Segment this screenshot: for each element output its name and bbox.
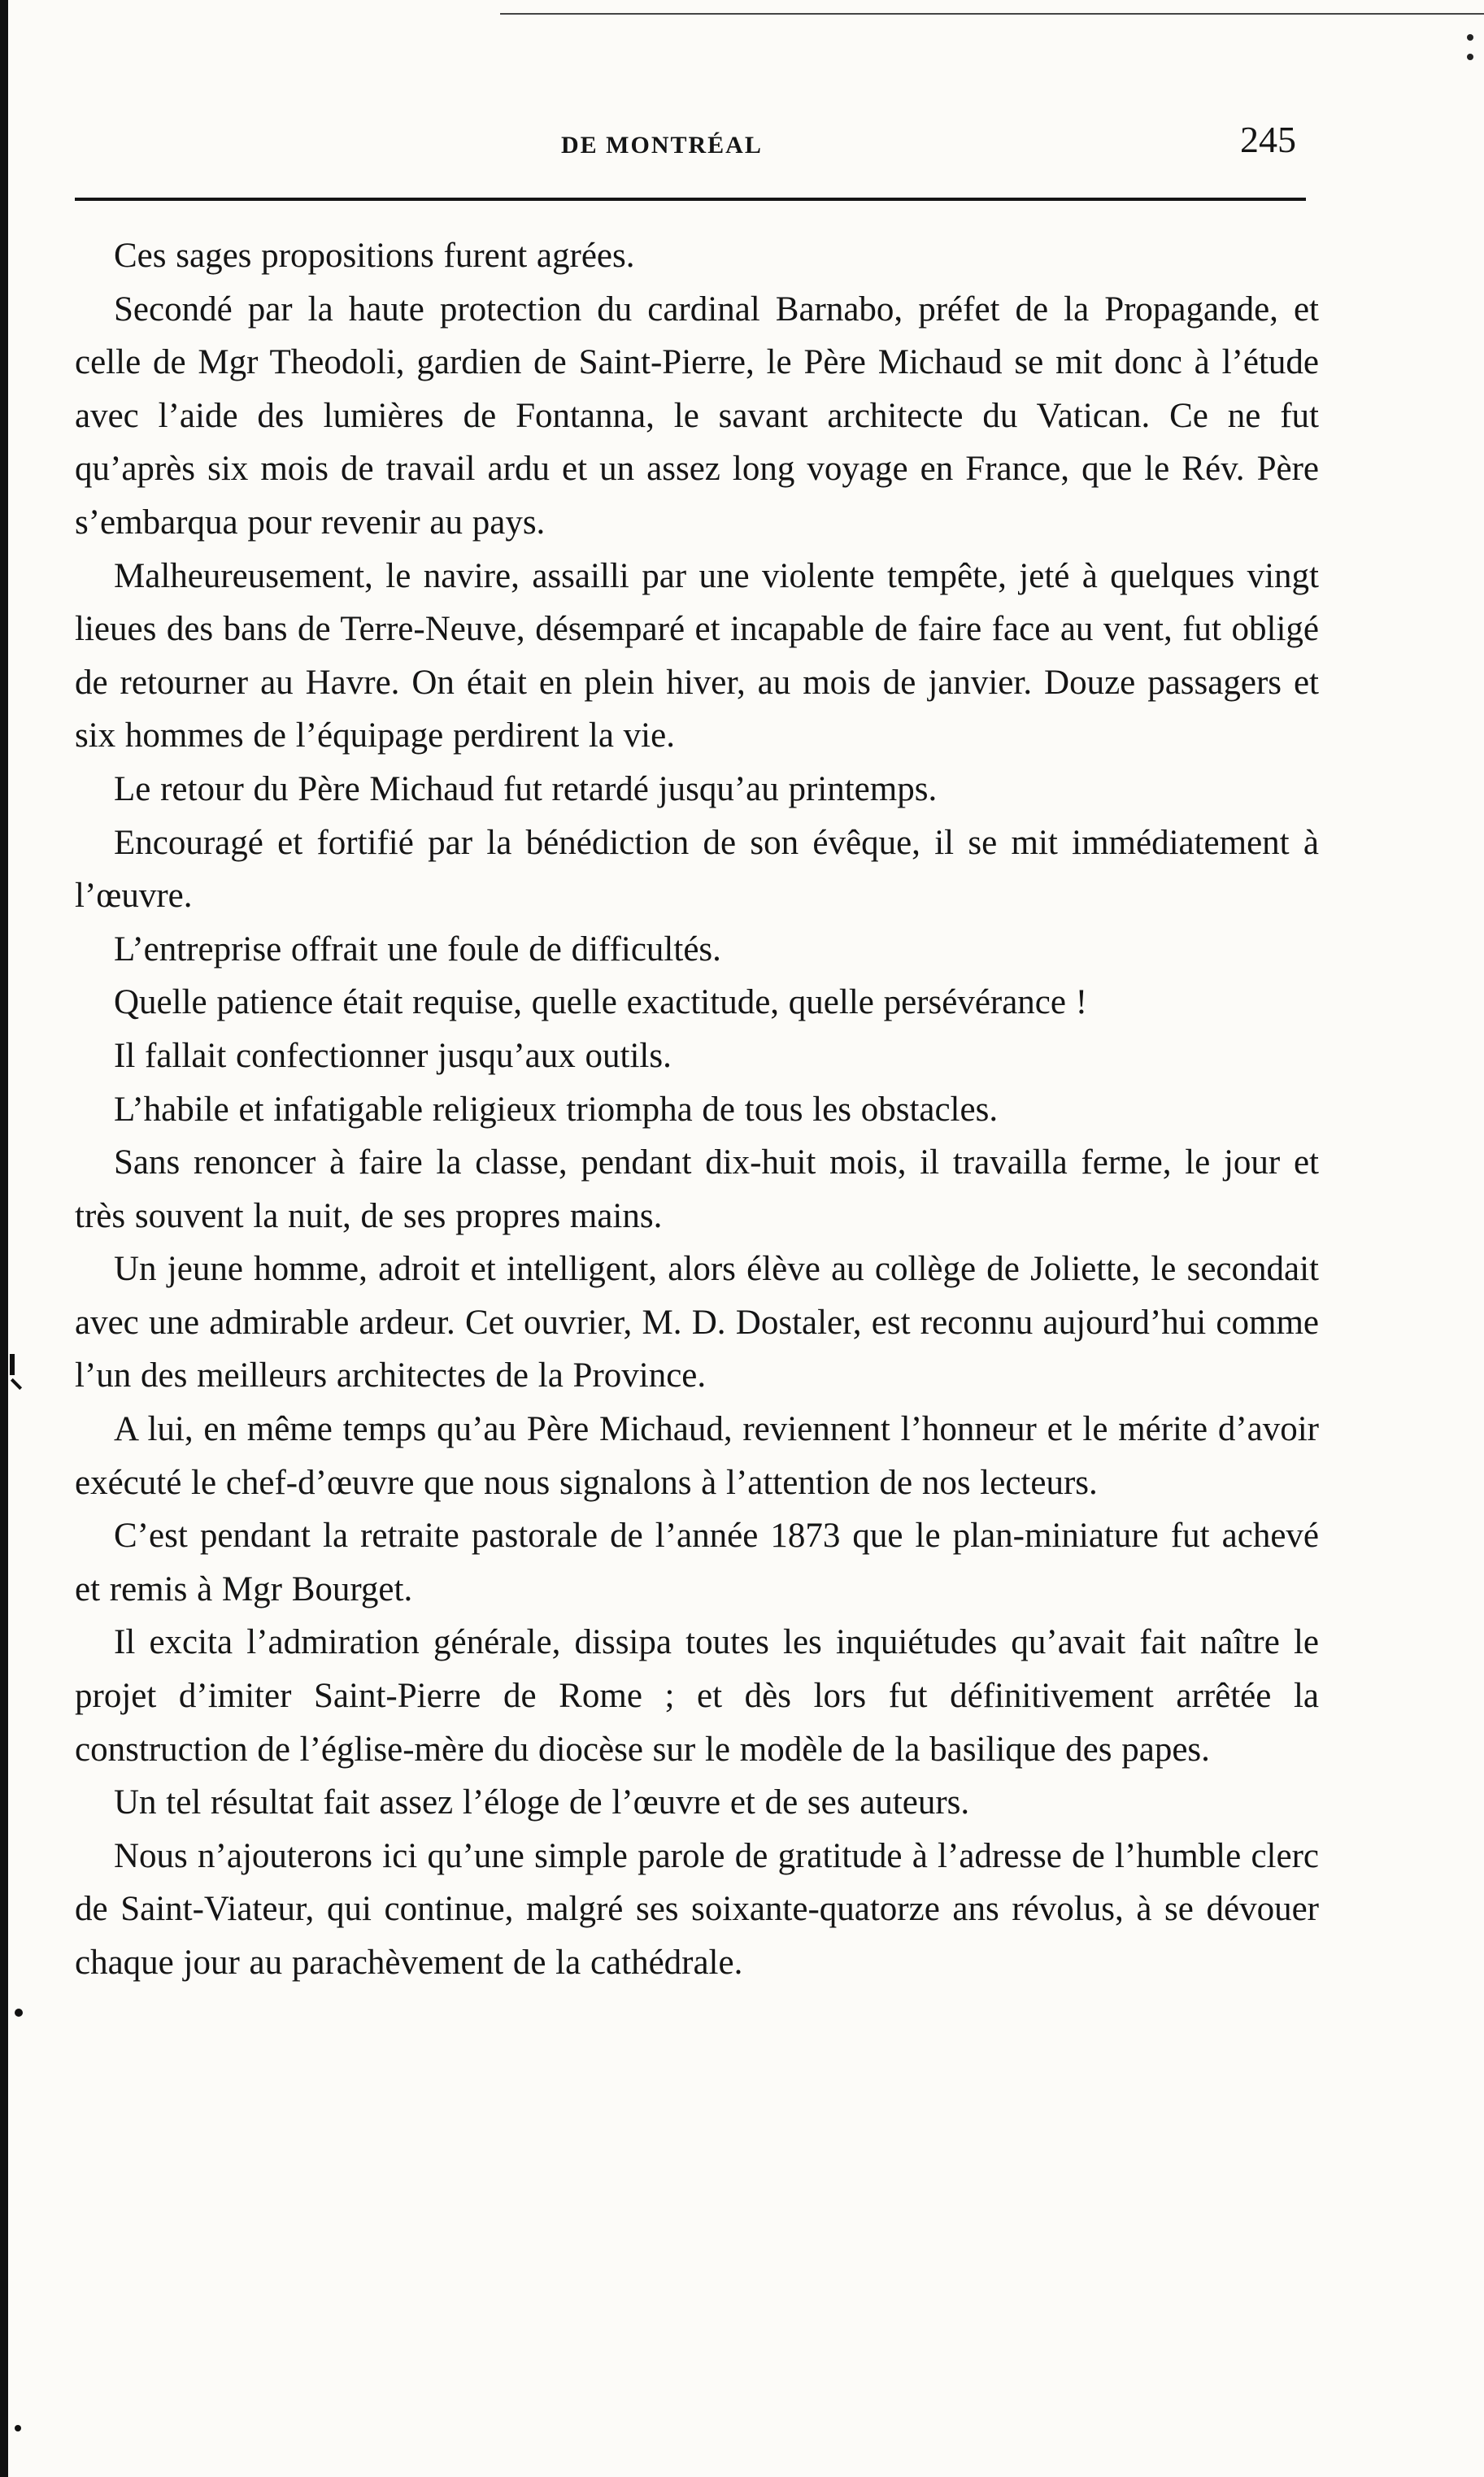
paragraph: Il excita l’admiration générale, dissipa toutes les inquiétudes qu’avait fait naître le projet d’imiter Saint-Pierre de Rome ; et dès lors fut définitivement arrêtée la construction de l’église-mère du diocèse sur le modèle de la basilique des papes. — [75, 1623, 1319, 1769]
margin-mark — [11, 1378, 22, 1390]
paragraph: Sans renoncer à faire la classe, pendant dix-huit mois, il travailla ferme, le jour et très souvent la nuit, de ses propres mains. — [75, 1143, 1319, 1235]
paragraph: A lui, en même temps qu’au Père Michaud, reviennent l’honneur et le mérite d’avoir exécuté le chef-d’œuvre que nous signalons à l’attention de nos lecteurs. — [75, 1410, 1319, 1502]
paragraph: Ces sages propositions furent agrées. — [114, 237, 635, 275]
margin-mark — [10, 1354, 15, 1375]
paragraph: Nous n’ajouterons ici qu’une simple parole de gratitude à l’adresse de l’humble clerc de Saint-Viateur, qui continue, malgré ses soixante-quatorze ans révolus, à se dévouer chaque jour au parachèvement de la cathédrale. — [75, 1836, 1319, 1982]
header-rule — [75, 198, 1306, 201]
running-head: DE MONTRÉAL — [561, 132, 763, 159]
paragraph: Encouragé et fortifié par la bénédiction de son évêque, il se mit immédiatement à l’œuvre. — [75, 823, 1319, 916]
margin-dot — [15, 2425, 21, 2431]
paragraph: L’entreprise offrait une foule de difficultés. — [114, 929, 721, 969]
paragraph: Malheureusement, le navire, assailli par une violente tempête, jeté à quelques vingt lieues des bans de Terre-Neuve, désemparé et incapable de faire face au vent, fut obligé de retourner au Havre. On était en plein hiver, au mois de janvier. Douze passagers et six hommes de l’équipage perdirent la vie. — [75, 556, 1319, 755]
paragraph: Secondé par la haute protection du cardinal Barnabo, préfet de la Propagande, et celle de Mgr Theodoli, gardien de Saint-Pierre, le Père Michaud se mit donc à l’étude avec l’aide des lumières de Fontanna, le savant architecte du Vatican. Ce ne fut qu’après six mois de travail ardu et un assez long voyage en France, que le Rév. Père s’embarqua pour revenir au pays. — [75, 289, 1319, 542]
paragraph: Un tel résultat fait assez l’éloge de l’œuvre et de ses auteurs. — [114, 1783, 970, 1822]
paragraph: Il fallait confectionner jusqu’aux outils. — [114, 1036, 672, 1075]
paragraph: Le retour du Père Michaud fut retardé jusqu’au printemps. — [114, 769, 938, 808]
corner-dot — [1467, 34, 1473, 41]
corner-dot — [1467, 54, 1473, 60]
paragraph: Quelle patience était requise, quelle exactitude, quelle persévérance ! — [114, 983, 1088, 1022]
page-number: 245 — [1240, 119, 1296, 160]
top-scan-line — [500, 13, 1484, 15]
binding-edge-shadow — [0, 0, 8, 2477]
paragraph: L’habile et infatigable religieux triompha de tous les obstacles. — [114, 1090, 999, 1129]
body-text — [75, 229, 1319, 1990]
margin-dot — [15, 2009, 23, 2017]
paragraph: Un jeune homme, adroit et intelligent, alors élève au collège de Joliette, le secondait avec une admirable ardeur. Cet ouvrier, M. D. Dostaler, est reconnu aujourd’hui comme l’un des meilleurs architectes de la Province. — [75, 1250, 1319, 1395]
paragraph: C’est pendant la retraite pastorale de l’année 1873 que le plan-miniature fut achevé et remis à Mgr Bourget. — [75, 1517, 1319, 1609]
